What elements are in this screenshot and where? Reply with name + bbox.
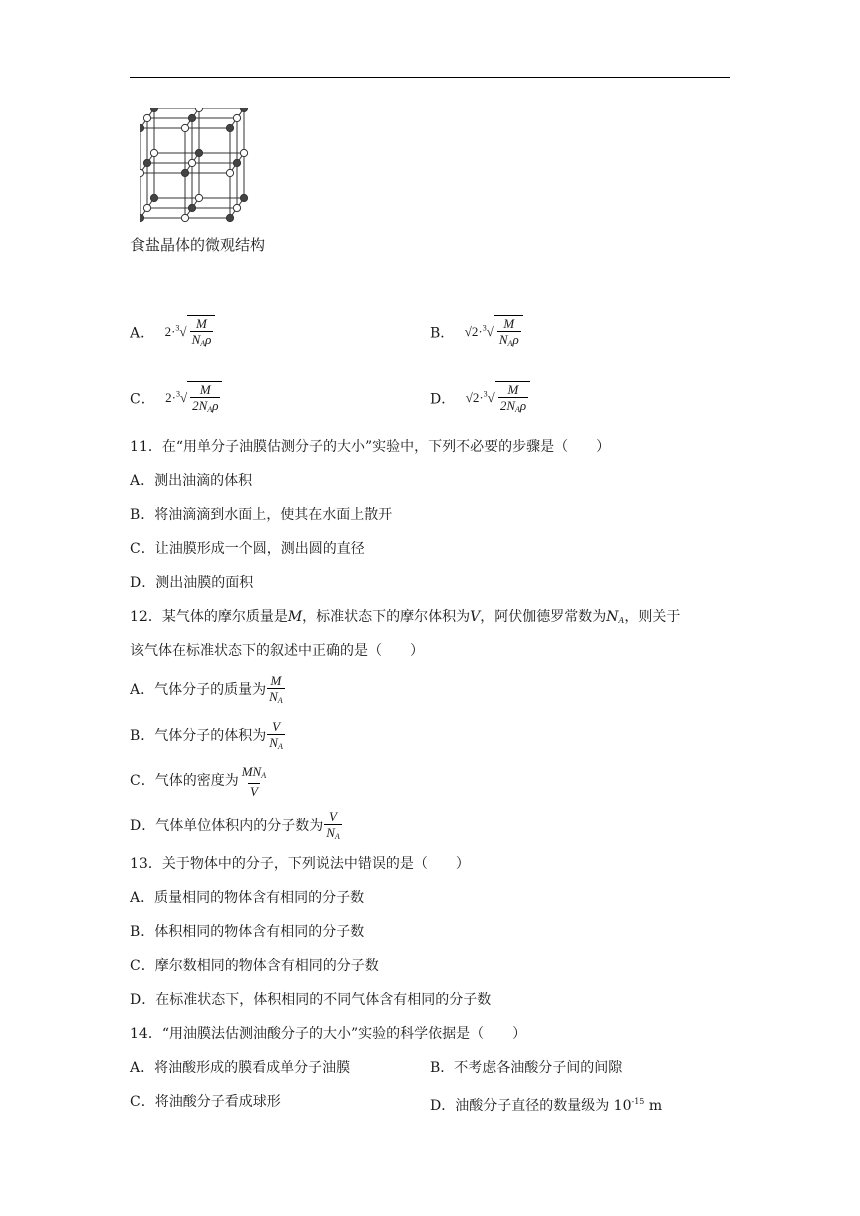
q12-stem-line2: 该气体在标准状态下的叙述中正确的是（ ） [130, 643, 424, 659]
q14-option-b: B．不考虑各油酸分子间的间隙 [430, 1060, 623, 1076]
prev-option-d: D． √2·$^3$√ $\frac{M}{2N_A\rho}$ [430, 381, 530, 417]
q12-option-b: B．气体分子的体积为 $\frac{V}{N_A}$ [130, 716, 285, 756]
q14-stem: 14．“用油膜法估测油酸分子的大小”实验的科学依据是（ ） [130, 1026, 527, 1042]
q11-stem: 11．在“用单分子油膜估测分子的大小”实验中，下列不必要的步骤是（ ） [130, 439, 611, 455]
prev-option-b: B． √2·$^3$√ $\frac{M}{N_A\rho}$ [430, 315, 523, 351]
q14-option-d: D．油酸分子直径的数量级为 $10^{-15}$ m [430, 1097, 663, 1114]
q11-option-c: C．让油膜形成一个圆，测出圆的直径 [130, 541, 365, 557]
q12-option-a: A．气体分子的质量为 $\frac{M}{N_A}$ [130, 670, 285, 710]
q11-option-a: A．测出油滴的体积 [130, 473, 253, 489]
q11-option-d: D．测出油膜的面积 [130, 575, 254, 591]
header-rule [130, 77, 730, 78]
prev-option-a: A． 2·$^3$√ $\frac{M}{N_A\rho}$ [130, 315, 215, 351]
q12-stem-line1: 12．某气体的摩尔质量是M，标准状态下的摩尔体积为V，阿伏伽德罗常数为$N_A$，则关于 [130, 609, 681, 625]
prev-option-c: C． 2·$^3$√ $\frac{M}{2N_A\rho}$ [130, 381, 222, 417]
q13-option-d: D．在标准状态下，体积相同的不同气体含有相同的分子数 [130, 992, 492, 1008]
q13-option-b: B．体积相同的物体含有相同的分子数 [130, 924, 365, 940]
q12-option-d: D．气体单位体积内的分子数为 $\frac{V}{N_A}$ [130, 806, 342, 846]
q13-stem: 13．关于物体中的分子，下列说法中错误的是（ ） [130, 856, 470, 872]
q12-option-c: C．气体的密度为 $\frac{MN_A}{V}$ [130, 763, 267, 799]
q11-option-b: B．将油滴滴到水面上，使其在水面上散开 [130, 507, 393, 523]
q13-option-c: C．摩尔数相同的物体含有相同的分子数 [130, 958, 379, 974]
q14-option-a: A．将油酸形成的膜看成单分子油膜 [130, 1060, 351, 1076]
nacl-crystal-figure [140, 108, 260, 232]
q14-option-c: C．将油酸分子看成球形 [130, 1094, 281, 1110]
figure-caption: 食盐晶体的微观结构 [130, 236, 266, 254]
q13-option-a: A．质量相同的物体含有相同的分子数 [130, 890, 365, 906]
